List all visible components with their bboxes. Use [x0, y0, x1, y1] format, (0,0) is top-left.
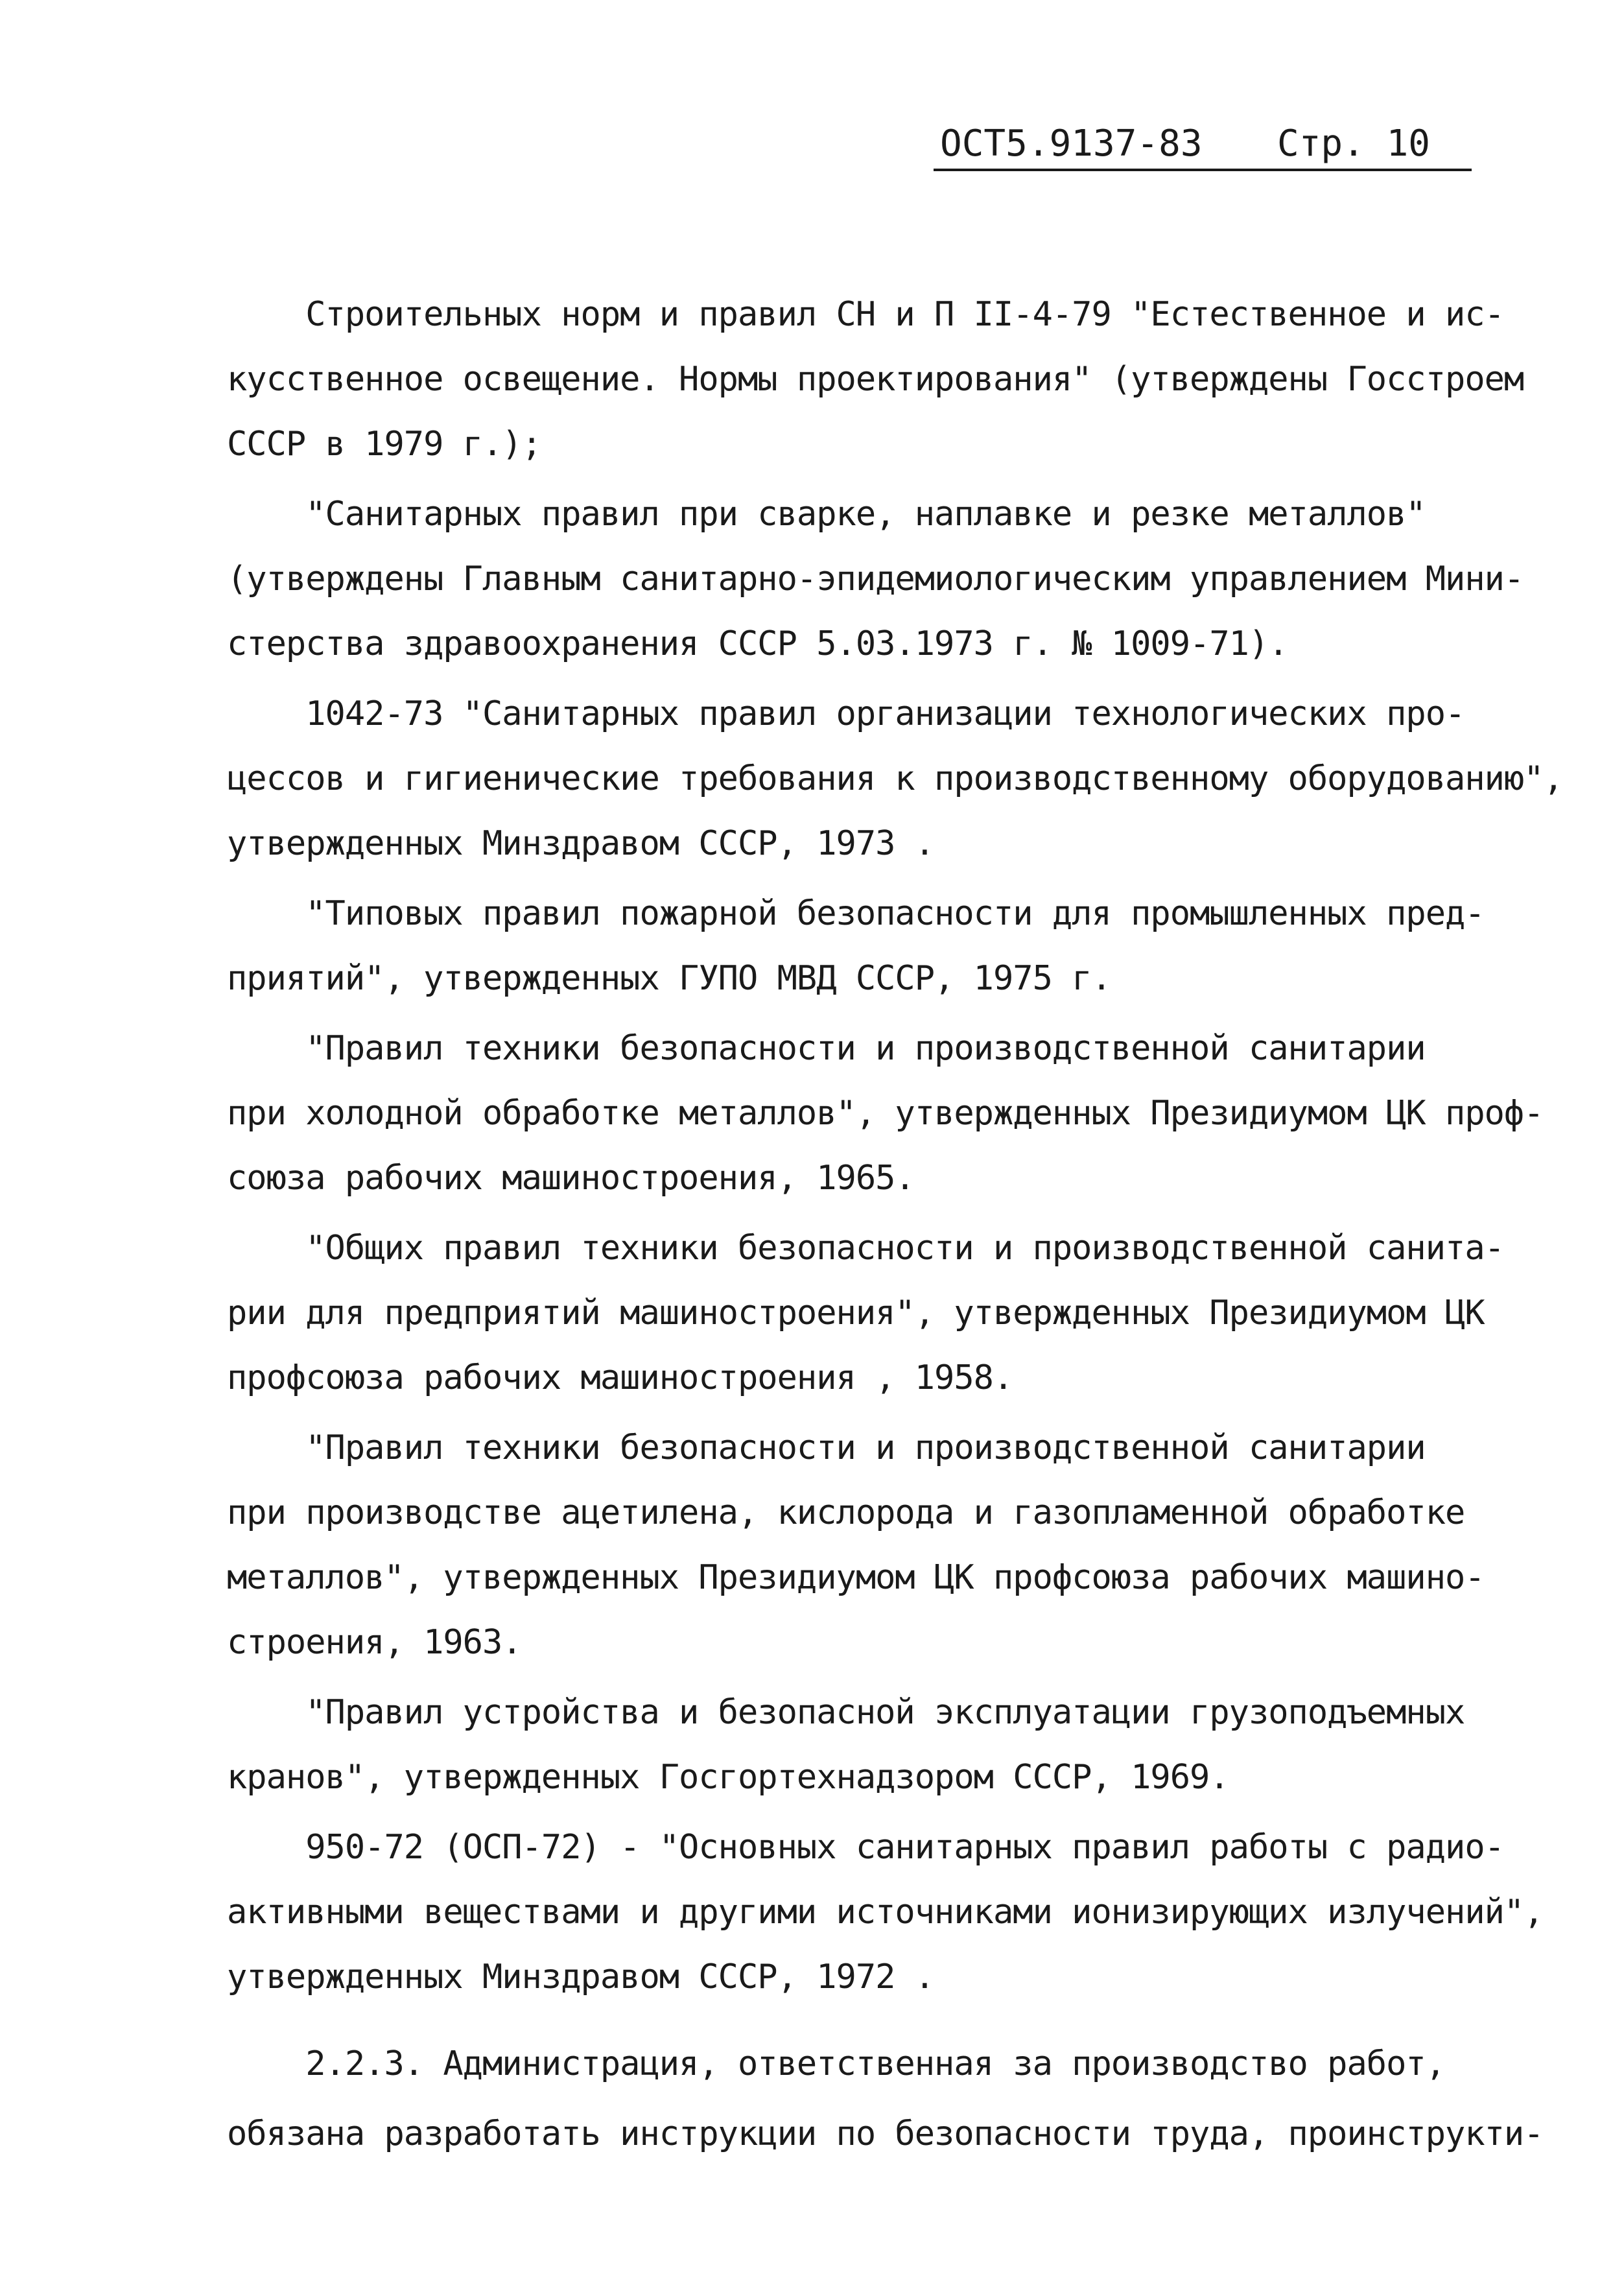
text-line: активными веществами и другими источниками ионизирующих излучений", — [227, 1893, 1544, 1932]
text-line: (утверждены Главным санитарно-эпидемиологическим управлением Мини- — [227, 560, 1524, 598]
text-line: кусственное освещение. Нормы проектирования" (утверждены Госстроем — [227, 360, 1524, 399]
page-header — [934, 123, 1472, 171]
text-line: приятий", утвержденных ГУПО МВД СССР, 1975 г. — [227, 959, 1111, 998]
text-line: "Общих правил техники безопасности и производственной санита- — [227, 1229, 1504, 1268]
text-line: рии для предприятий машиностроения", утвержденных Президиумом ЦК — [227, 1294, 1485, 1332]
text-line: "Правил техники безопасности и производственной санитарии — [227, 1428, 1426, 1467]
document-code: ОСТ5.9137-83 — [940, 123, 1203, 165]
text-line: профсоюза рабочих машиностроения , 1958. — [227, 1358, 1013, 1397]
text-line: союза рабочих машиностроения, 1965. — [227, 1159, 915, 1198]
text-line: 950-72 (ОСП-72) - "Основных санитарных правил работы с радио- — [227, 1828, 1504, 1867]
text-line: строения, 1963. — [227, 1623, 522, 1662]
text-line: обязана разработать инструкции по безопасности труда, проинструкти- — [227, 2114, 1544, 2153]
document-body — [227, 282, 1608, 2166]
text-line: 2.2.3. Администрация, ответственная за производство работ, — [227, 2044, 1446, 2083]
text-line: "Правил устройства и безопасной эксплуатации грузоподъемных — [227, 1693, 1465, 1732]
text-line: стерства здравоохранения СССР 5.03.1973 г. № 1009-71). — [227, 624, 1288, 663]
page-number: Стр. 10 — [1277, 123, 1431, 165]
text-line: кранов", утвержденных Госгортехнадзором СССР, 1969. — [227, 1758, 1229, 1797]
text-line: Строительных норм и правил СН и П II-4-79 "Естественное и ис- — [227, 295, 1504, 334]
text-line: при холодной обработке металлов", утвержденных Президиумом ЦК проф- — [227, 1094, 1544, 1133]
text-line: цессов и гигиенические требования к производственному оборудованию", — [227, 759, 1563, 798]
text-line: 1042-73 "Санитарных правил организации технологических про- — [227, 694, 1465, 733]
text-line: "Санитарных правил при сварке, наплавке и резке металлов" — [227, 495, 1426, 534]
text-line: утвержденных Минздравом СССР, 1973 . — [227, 824, 935, 863]
text-line: при производстве ацетилена, кислорода и газопламенной обработке — [227, 1493, 1465, 1532]
text-line: металлов", утвержденных Президиумом ЦК профсоюза рабочих машино- — [227, 1558, 1485, 1597]
text-line: СССР в 1979 г.); — [227, 425, 541, 464]
text-line: утвержденных Минздравом СССР, 1972 . — [227, 1958, 935, 1996]
text-line: "Типовых правил пожарной безопасности для промышленных пред- — [227, 894, 1485, 933]
text-line: "Правил техники безопасности и производственной санитарии — [227, 1029, 1426, 1068]
